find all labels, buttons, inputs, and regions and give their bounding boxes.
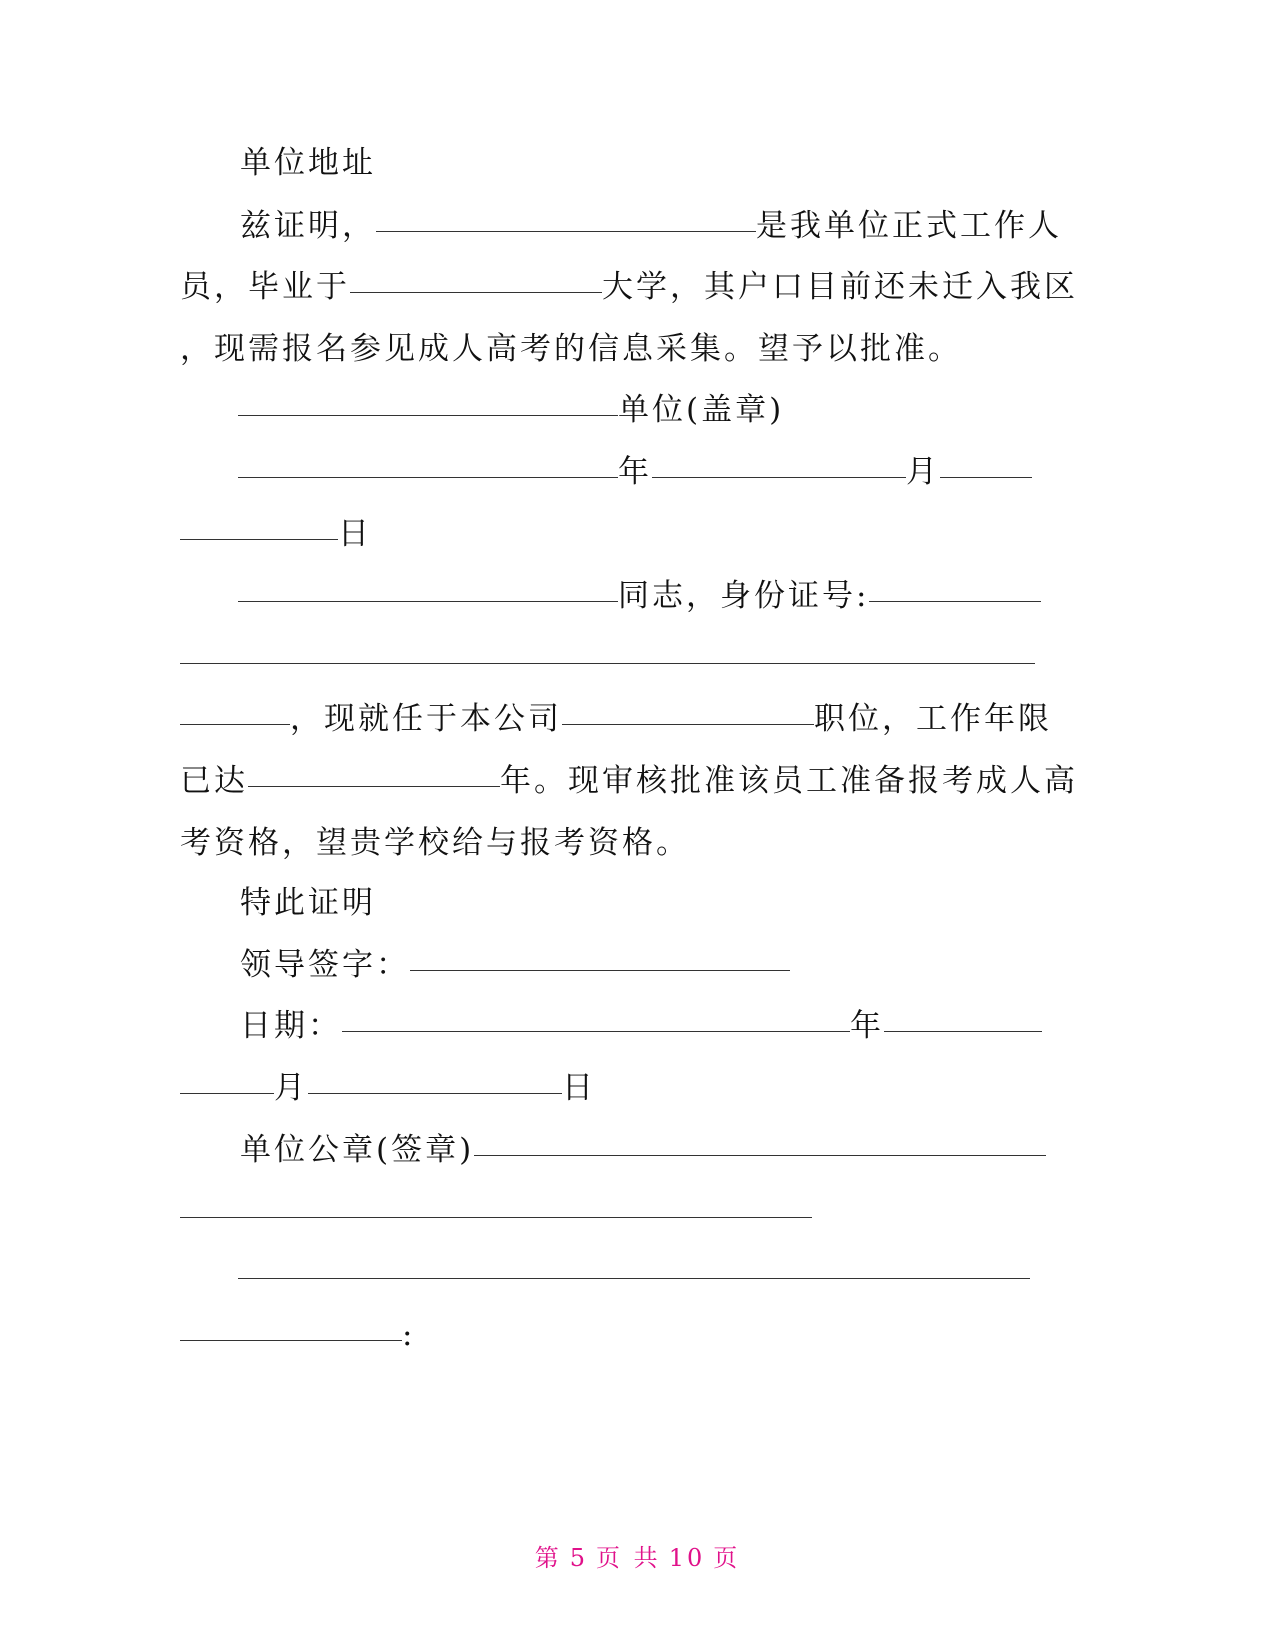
stamp-label: 单位(盖章)	[618, 392, 785, 428]
years-blank	[248, 785, 500, 787]
date-year-blank	[342, 1030, 850, 1032]
reached-text: 已达	[180, 763, 248, 799]
stamp-line	[238, 380, 784, 440]
date-label: 日期：	[240, 1008, 342, 1044]
proof-mid-text: 是我单位正式工作人	[756, 208, 1062, 244]
date-month-blank-b	[180, 1092, 274, 1094]
position-years-text: 职位，工作年限	[814, 701, 1052, 737]
position-line	[180, 689, 1052, 749]
unit-address-line	[240, 133, 376, 193]
trailing-blank-b	[180, 1339, 402, 1341]
date-month-blank-a	[884, 1030, 1042, 1032]
date-line-1-cont	[180, 504, 372, 564]
footer-page-number: 5	[569, 1544, 589, 1572]
year-blank	[238, 476, 618, 478]
comrade-name-blank	[238, 600, 618, 602]
trailing-colon-line	[180, 1305, 415, 1365]
footer-mid: 页 共	[596, 1544, 661, 1572]
day-label: 日	[338, 516, 372, 552]
university-blank	[350, 291, 602, 293]
special-proof-text: 特此证明	[240, 885, 376, 921]
work-at-text: ，现就任于本公司	[290, 701, 562, 737]
exam-line	[180, 813, 690, 873]
date-line-1	[238, 442, 1032, 502]
trailing-blank-a	[238, 1277, 1030, 1279]
leader-sign-label: 领导签字：	[240, 947, 410, 983]
id-number-blank-b	[180, 662, 1035, 664]
id-blank-line	[180, 628, 1035, 688]
unit-blank	[238, 414, 618, 416]
seal-blank-line	[180, 1182, 812, 1242]
id-number-blank-a	[869, 600, 1041, 602]
unit-address-label: 单位地址	[240, 145, 376, 181]
graduation-suffix-text: 大学，其户口目前还未迁入我区	[602, 269, 1078, 305]
id-number-blank-c	[180, 723, 290, 725]
comrade-line	[238, 566, 1041, 626]
trailing-blank-line	[238, 1243, 1030, 1303]
special-proof-line	[240, 873, 376, 933]
comrade-id-label: 同志，身份证号:	[618, 578, 870, 614]
exam-text: 考资格，望贵学校给与报考资格。	[180, 825, 690, 861]
day-blank-b	[180, 538, 338, 540]
footer-total-pages: 10	[668, 1544, 706, 1572]
proof-prefix-text: 兹证明，	[240, 208, 376, 244]
date-line-2-cont	[180, 1058, 596, 1118]
position-blank	[562, 723, 814, 725]
date-month-label: 月	[274, 1070, 308, 1106]
date-day-label: 日	[562, 1070, 596, 1106]
unit-seal-label: 单位公章(签章)	[240, 1132, 475, 1168]
unit-seal-blank-a	[474, 1154, 1046, 1156]
date-line-2	[240, 996, 1042, 1056]
date-year-label: 年	[850, 1008, 884, 1044]
month-label: 月	[906, 454, 940, 490]
footer-suffix: 页	[713, 1544, 741, 1572]
unit-seal-line	[240, 1120, 1046, 1180]
unit-seal-blank-b	[180, 1216, 812, 1218]
date-day-blank	[308, 1092, 562, 1094]
reason-text: ，现需报名参见成人高考的信息采集。望予以批准。	[180, 331, 962, 367]
month-blank	[652, 476, 906, 478]
approve-text: 年。现审核批准该员工准备报考成人高	[500, 763, 1078, 799]
day-blank-a	[940, 476, 1032, 478]
years-line	[180, 751, 1078, 811]
leader-sign-line	[240, 935, 790, 995]
year-label: 年	[618, 454, 652, 490]
trailing-colon: :	[402, 1317, 416, 1353]
proof-line	[240, 196, 1062, 256]
reason-line	[180, 319, 962, 379]
graduation-prefix-text: 员，毕业于	[180, 269, 350, 305]
page-footer	[0, 1538, 1275, 1573]
graduation-line	[180, 257, 1078, 317]
leader-sign-blank	[410, 969, 790, 971]
footer-prefix: 第	[534, 1544, 562, 1572]
name-blank	[376, 230, 756, 232]
